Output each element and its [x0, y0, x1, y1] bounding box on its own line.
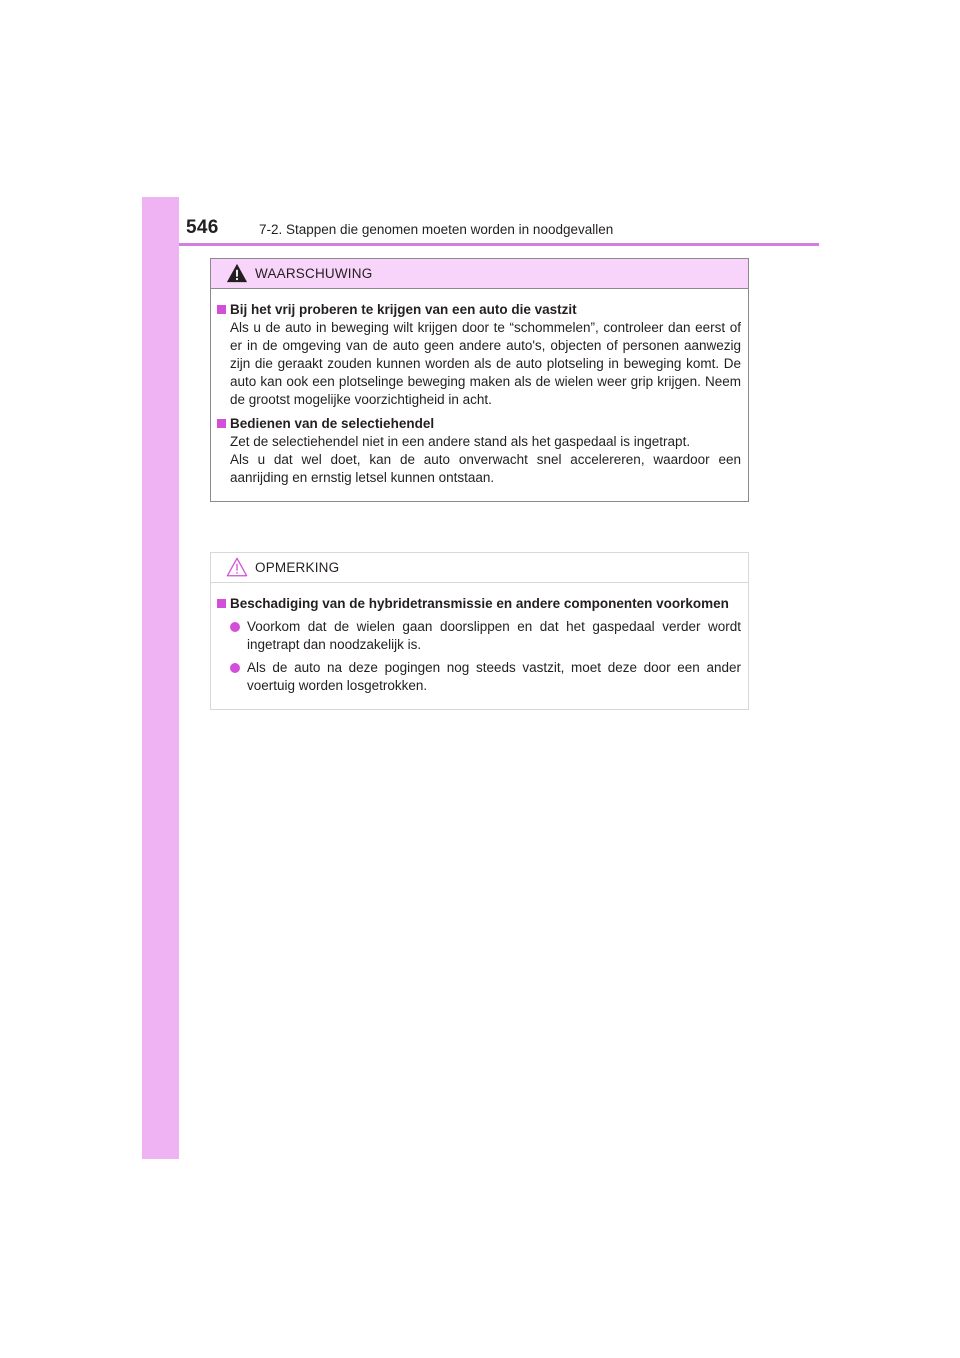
notice-title: OPMERKING — [255, 560, 340, 575]
notice-header — [211, 553, 748, 583]
page-header — [142, 197, 819, 247]
warning-paragraph: Als u de auto in beweging wilt krijgen door te “schommelen”, controleer dan eerst of er in de omgeving van de auto geen andere auto's, objecten of personen aanwezig zijn die geraakt zouden kunnen worden als de auto plotseling in beweging komt. De auto kan ook een plotselinge beweging maken als de wielen weer grip krijgen. Neem de grootst mogelijke voorzichtigheid in acht. — [230, 320, 741, 407]
circle-bullet-icon — [230, 622, 240, 632]
list-item-text: Voorkom dat de wielen gaan doorslippen en dat het gaspedaal verder wordt ingetrapt dan noodzakelijk is. — [247, 619, 741, 652]
warning-triangle-icon — [226, 262, 248, 284]
warning-item-heading — [217, 415, 741, 433]
warning-item-selector-lever — [217, 415, 741, 487]
warning-body — [211, 289, 748, 501]
warning-item-stuck-vehicle — [217, 301, 741, 409]
warning-box — [210, 258, 749, 502]
circle-bullet-icon — [230, 663, 240, 673]
list-item-text: Als de auto na deze pogingen nog steeds vastzit, moet deze door een ander voertuig worden losgetrokken. — [247, 660, 741, 693]
notice-box — [210, 552, 749, 710]
warning-item-heading-text: Bedienen van de selectiehendel — [230, 416, 435, 431]
section-title: 7-2. Stappen die genomen moeten worden in noodgevallen — [259, 222, 614, 237]
warning-title: WAARSCHUWING — [255, 266, 373, 281]
chapter-sidebar-tab — [142, 197, 179, 1159]
warning-header — [211, 259, 748, 289]
warning-item-heading — [217, 301, 741, 319]
warning-paragraph: Als u dat wel doet, kan de auto onverwacht snel accelereren, waardoor een aanrijding en ernstig letsel kunnen ontstaan. — [230, 452, 741, 485]
notice-body — [211, 583, 748, 709]
notice-item-heading-text: Beschadiging van de hybridetransmissie en andere componenten voorkomen — [230, 596, 729, 611]
warning-item-heading-text: Bij het vrij proberen te krijgen van een auto die vastzit — [230, 302, 577, 317]
square-bullet-icon — [217, 419, 226, 428]
notice-item-heading — [217, 595, 741, 613]
warning-paragraph: Zet de selectiehendel niet in een andere stand als het gaspedaal is ingetrapt. — [230, 434, 691, 449]
square-bullet-icon — [217, 599, 226, 608]
square-bullet-icon — [217, 305, 226, 314]
caution-triangle-outline-icon — [226, 556, 248, 578]
list-item — [217, 659, 741, 695]
notice-item-transmission — [217, 595, 741, 695]
list-item — [217, 618, 741, 654]
header-rule — [179, 243, 819, 246]
page-number: 546 — [186, 217, 219, 238]
